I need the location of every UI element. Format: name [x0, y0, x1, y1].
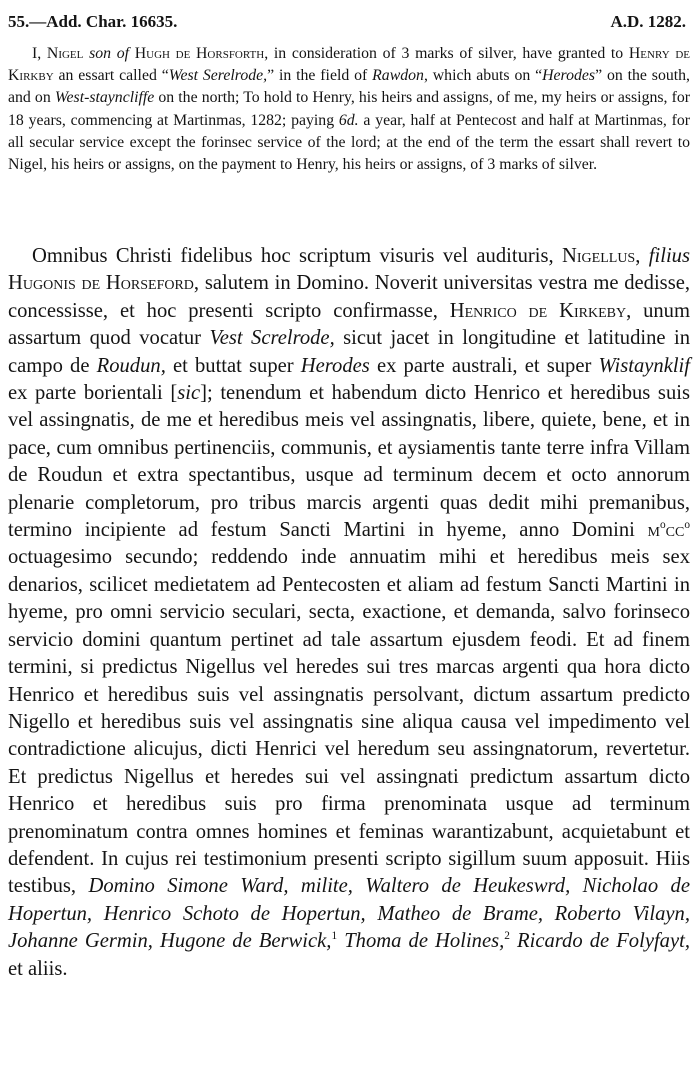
witness-names: Thoma de Holines, — [344, 930, 505, 953]
charter-text: Et ad finem termini, si predictus Nigellus vel heredes sui tres marcas argenti qua hora dicto Henrico et heredibus suis vel assingnatis persolvant, dictum assartum predicto Nigello et heredibus suis vel assingnatis sine aliqua causa vel impedimento vel contradictione alicujus, dicti Henrici vel heredum seu assingnatorum, revertetur. — [8, 628, 690, 761]
latin-charter-text — [8, 243, 690, 983]
charter-text: et aliis. — [8, 957, 68, 980]
charter-text: sicut jacet in longitudine et latitudine in campo de — [8, 327, 690, 377]
summary-text: , which abuts on “ — [423, 67, 543, 85]
charter-text: ]; tenendum et habendum dicto Henrico et heredibus suis vel assingnatis, de me et heredibus meis vel assingnatis, libere, quiete, bene, et in pace, cum omnibus pertinenciis, communis, et aysiamentis tante terre infra Villam de Roudun et extra spectantibus, usque ad terminum decem et octo annorum plenarie completorum, pro tribus marcis argenti quas dedit mihi premanibus, termino incipiente ad festum Sancti Martini in hyeme, anno Domini — [8, 382, 690, 542]
witness-names: Domino Simone Ward, milite, Waltero de Heukeswrd, Nicholao de Hopertun, Henrico Schoto de Hopertun, Matheo de Brame, Roberto Vilayn, Johanne Germin, Hugone de Berwick, — [8, 875, 690, 953]
summary-text: , in consideration of 3 marks of silver, have granted to — [264, 45, 629, 62]
charter-text — [510, 930, 517, 952]
summary-text: I, — [32, 45, 47, 62]
charter-text: Hiis testibus, — [8, 847, 690, 898]
summary-text: on the north; To hold to Henry, his heirs and assigns, of me, my heirs or assigns, for 18 years, commencing at Martinmas, 1282; paying — [8, 89, 690, 129]
grantor-name: Nigel — [46, 45, 84, 62]
english-summary — [8, 43, 690, 176]
charter-date: A.D. 1282. — [610, 12, 686, 31]
charter-paragraph — [8, 243, 690, 983]
rent-amount: 6d. — [338, 111, 359, 129]
charter-text: Omnibus Christi fidelibus hoc scriptum visuris vel audituris, — [32, 245, 563, 267]
place-name: Vest Screlrode, — [209, 327, 335, 350]
footnote-marker: 1 — [331, 930, 338, 943]
summary-paragraph — [8, 43, 690, 176]
roman-numeral: cc — [665, 519, 685, 542]
charter-text: In cujus rei testimonium presenti scripto sigillum suum apposuit. — [94, 847, 649, 870]
page-header — [8, 0, 692, 40]
place-name: Roudun, — [96, 354, 166, 377]
summary-text: ” on the south, and on — [8, 67, 690, 107]
charter-text: octuagesimo secundo; reddendo inde annuatim mihi et heredibus meis sex denarios, scilicet medietatem ad Pentecosten et aliam ad festum Sancti Martini in hyeme, pro omni servicio seculari, secta, exactione, et demanda, salvo forinseco servicio domini quantum pertinet ad tale assartum ejusdem feodi. — [8, 546, 690, 651]
charter-number: 55.—Add. Char. 16635. — [8, 12, 178, 31]
place-name: Herodes — [300, 354, 370, 377]
charter-text: ex parte australi, et super — [369, 354, 599, 377]
place-name: Wistaynklif — [598, 354, 690, 377]
roman-numeral-superscript: o — [659, 519, 666, 532]
roman-numeral-superscript: o — [684, 519, 690, 532]
place-name: Herodes — [542, 67, 596, 85]
charter-text: unum assartum quod vocatur — [8, 299, 690, 350]
place-name: West-stayncliffe — [54, 89, 155, 107]
summary-italic: son of — [89, 45, 130, 62]
charter-text — [640, 245, 648, 267]
summary-text: a year, half at Pentecost and half at Martinmas, for all secular service except the forinsec service of the lord; at the end of the term the essart shall revert to Nigel, his heirs or assigns, on the payment to Henry, his heirs or assigns, of 3 marks of silver. — [8, 111, 690, 174]
charter-text: salutem in Domino. Noverit universitas vestra me dedisse, concessisse, et hoc presenti scripto confirmasse, — [8, 272, 690, 322]
charter-text: et buttat super — [165, 354, 301, 377]
charter-text: Et predictus Nigellus et heredes sui vel assingnati predictum assartum dicto Henrico et heredibus suis pro firma prenominata usque ad terminum prenominatum contra omnes homines et feminas warantizabunt, acquietabunt et defendent. — [8, 765, 690, 870]
summary-text: an essart called “ — [53, 67, 169, 85]
grantor-father-name: Hugh de Horsforth — [134, 45, 265, 62]
grantor-father-name: Hugonis de Horseford, — [8, 272, 200, 295]
footnote-marker: 2 — [504, 930, 510, 943]
sic-note: sic — [177, 382, 201, 405]
witness-names: Ricardo de Folyfayt, — [517, 930, 690, 953]
place-name: Rawdon — [372, 67, 424, 85]
grantor-name: Nigellus, — [562, 245, 641, 267]
charter-italic: filius — [648, 245, 690, 267]
charter-text: ex parte borientali [ — [8, 382, 178, 405]
roman-numeral: m — [647, 519, 660, 542]
place-name: West Serelrode, — [168, 67, 268, 85]
summary-text: ” in the field of — [267, 67, 373, 85]
grantee-name: Henrico de Kirkeby, — [449, 299, 632, 322]
grantee-name: Henry de Kirkby — [8, 45, 690, 85]
